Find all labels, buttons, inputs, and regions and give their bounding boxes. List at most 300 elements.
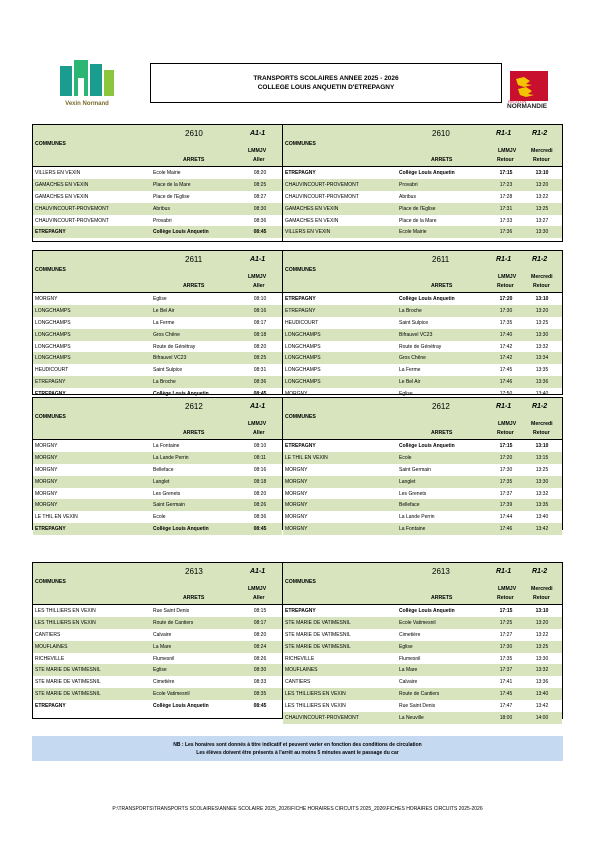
time-cell-lmmjv: 18:00 xyxy=(499,715,513,722)
arret-cell: La Fontaine xyxy=(399,526,426,533)
time-cell-mercredi: 13:20 xyxy=(535,619,549,626)
time-cell-mercredi: 13:25 xyxy=(535,643,549,650)
commune-cell: MORGNY xyxy=(285,391,308,398)
days-label: LMMJV xyxy=(498,586,517,592)
days-label: LMMJV xyxy=(248,274,267,280)
time-cell-lmmjv: 17:27 xyxy=(499,631,513,638)
mercredi-label: Mercredi xyxy=(531,586,553,592)
commune-cell: LES THILLIERS EN VEXIN xyxy=(35,608,96,614)
time-cell-lmmjv: 17:41 xyxy=(499,679,513,686)
time-cell: 08:10 xyxy=(253,296,267,302)
time-cell-lmmjv: 17:15 xyxy=(499,170,513,176)
circuit-block-2613 xyxy=(32,562,563,722)
time-cell-lmmjv: 17:45 xyxy=(499,367,513,374)
arret-cell: Abribus xyxy=(399,193,416,200)
time-cell: 08:26 xyxy=(253,655,267,662)
commune-cell: LONGCHAMPS xyxy=(285,331,321,338)
commune-cell: LE THIL EN VEXIN xyxy=(285,454,328,461)
time-cell-lmmjv: 17:40 xyxy=(499,331,513,338)
commune-cell: MORGNY xyxy=(35,502,58,509)
table-row xyxy=(33,329,282,341)
time-cell: 08:45 xyxy=(253,391,267,398)
aller-label: Aller xyxy=(253,283,265,289)
time-cell-lmmjv: 17:15 xyxy=(499,608,513,614)
table-row xyxy=(283,664,562,676)
time-cell: 08:25 xyxy=(253,355,267,362)
table-row xyxy=(283,688,562,700)
arret-cell: Flumesnil xyxy=(399,655,421,662)
commune-cell: MOUFLAINES xyxy=(285,667,318,674)
days-label: LMMJV xyxy=(498,421,517,427)
table-row xyxy=(33,523,282,535)
aller-label: Aller xyxy=(253,430,265,436)
note-line-2: Les élèves doivent être présents à l'arrêt au moins 5 minutes avant le passage du car xyxy=(196,749,399,756)
retour-code-1: R1-1 xyxy=(496,130,512,137)
time-cell-mercredi: 13:20 xyxy=(535,181,549,188)
table-row xyxy=(33,688,282,700)
time-cell-lmmjv: 17:35 xyxy=(499,478,513,485)
arret-cell: Place de l'Eglise xyxy=(153,193,190,200)
time-cell-lmmjv: 17:30 xyxy=(499,466,513,473)
table-row xyxy=(33,653,282,665)
arrets-header: ARRETS xyxy=(431,157,453,163)
commune-cell: STE MARIE DE VATIMESNIL xyxy=(285,643,351,650)
arret-cell: Route de Génétray xyxy=(153,343,196,350)
table-row xyxy=(33,364,282,376)
time-cell-lmmjv: 17:39 xyxy=(499,502,513,509)
time-cell-lmmjv: 17:37 xyxy=(499,490,513,497)
time-cell-lmmjv: 17:25 xyxy=(499,619,513,626)
time-cell-mercredi: 13:22 xyxy=(535,631,549,638)
time-cell-lmmjv: 17:50 xyxy=(499,391,513,398)
commune-cell: CHAUVINCOURT-PROVEMONT xyxy=(35,217,109,224)
time-cell: 08:45 xyxy=(253,229,267,236)
table-row xyxy=(33,488,282,500)
retour-code-1: R1-1 xyxy=(496,568,512,575)
arret-cell: La Mare xyxy=(399,667,418,674)
days-label: LMMJV xyxy=(498,148,517,154)
commune-cell: GAMACHES EN VEXIN xyxy=(285,217,339,224)
time-cell: 08:11 xyxy=(253,454,267,461)
time-cell: 08:33 xyxy=(253,679,267,686)
table-row xyxy=(33,376,282,388)
time-cell-mercredi: 13:30 xyxy=(535,229,549,236)
communes-header: COMMUNES xyxy=(35,141,66,147)
time-cell: 08:20 xyxy=(253,631,267,638)
time-cell-lmmjv: 17:33 xyxy=(499,217,513,224)
arret-cell: Route de Cantiers xyxy=(153,619,194,626)
commune-cell: RICHEVILLE xyxy=(35,655,65,662)
commune-cell: VILLERS EN VEXIN xyxy=(35,170,81,176)
aller-label: Aller xyxy=(253,157,265,163)
table-row xyxy=(33,452,282,464)
arret-cell: Eglise xyxy=(399,643,413,650)
time-cell-mercredi: 13:27 xyxy=(535,217,549,224)
table-row xyxy=(33,499,282,511)
arret-cell: Belleface xyxy=(153,466,174,473)
commune-cell: CANTIERS xyxy=(35,631,61,638)
arrets-header: ARRETS xyxy=(183,157,205,163)
retour-code-2: R1-2 xyxy=(532,568,548,575)
arret-cell: Ecole Vatimesnil xyxy=(153,691,190,698)
retour-label-2: Retour xyxy=(533,157,550,163)
commune-cell: LE THIL EN VEXIN xyxy=(35,514,78,521)
commune-cell: CHAUVINCOURT-PROVEMONT xyxy=(285,715,359,722)
time-cell-mercredi: 13:32 xyxy=(535,667,549,674)
time-cell: 08:20 xyxy=(253,170,267,176)
time-cell-lmmjv: 17:45 xyxy=(499,691,513,698)
time-cell: 08:16 xyxy=(253,466,267,473)
note-line-1: NB : Les horaires sont donnés à titre indicatif et peuvent varier en fonction des conditions de circulation xyxy=(173,741,422,748)
table-row xyxy=(283,617,562,629)
time-cell-mercredi: 13:10 xyxy=(535,608,549,614)
commune-cell: LES THILLIERS EN VEXIN xyxy=(285,691,346,698)
table-row xyxy=(283,191,562,203)
arret-cell: La Neuville xyxy=(399,715,424,722)
table-row xyxy=(283,464,562,476)
time-cell-mercredi: 13:30 xyxy=(535,478,549,485)
circuit-number: 2612 xyxy=(432,402,450,411)
commune-cell: STE MARIE DE VATIMESNIL xyxy=(285,631,351,638)
table-row xyxy=(33,641,282,653)
commune-cell: LES THILLIERS EN VEXIN xyxy=(285,703,346,710)
circuit-number: 2613 xyxy=(432,567,450,576)
commune-cell: MORGNY xyxy=(35,466,58,473)
table-row xyxy=(283,203,562,215)
table-row xyxy=(33,617,282,629)
arret-cell: La Ferme xyxy=(153,319,175,326)
time-cell-mercredi: 13:30 xyxy=(535,655,549,662)
arret-cell: Calvaire xyxy=(153,631,172,638)
outbound-header xyxy=(33,563,282,605)
circuit-number: 2612 xyxy=(185,402,203,411)
arret-cell: Le Bel Air xyxy=(153,307,175,314)
commune-cell: MORGNY xyxy=(35,296,58,302)
arret-cell: Bifrauvel VC23 xyxy=(153,355,187,362)
time-cell: 08:36 xyxy=(253,217,267,224)
retour-label-1: Retour xyxy=(497,157,514,163)
commune-cell: MORGNY xyxy=(285,490,308,497)
time-cell-mercredi: 13:40 xyxy=(535,691,549,698)
table-row xyxy=(33,511,282,523)
retour-label-2: Retour xyxy=(533,595,550,601)
mercredi-label: Mercredi xyxy=(531,421,553,427)
return-header xyxy=(283,125,562,167)
arret-cell: Cimetière xyxy=(399,631,421,638)
table-row xyxy=(283,700,562,712)
time-cell-mercredi: 13:36 xyxy=(535,679,549,686)
time-cell: 08:20 xyxy=(253,343,267,350)
return-header xyxy=(283,251,562,293)
days-label: LMMJV xyxy=(498,274,517,280)
circuit-number: 2611 xyxy=(432,255,450,264)
arret-cell: Provabri xyxy=(399,181,418,188)
arret-cell: Ecole Vatimesnil xyxy=(399,619,436,626)
commune-cell: LONGCHAMPS xyxy=(35,331,71,338)
arret-cell: Ecole xyxy=(399,454,412,461)
arret-cell: Collège Louis Anquetin xyxy=(153,391,209,398)
arret-cell: Collège Louis Anquetin xyxy=(153,526,209,533)
mercredi-label: Mercredi xyxy=(531,148,553,154)
arret-cell: Eglise xyxy=(399,391,413,398)
outbound-header xyxy=(33,398,282,440)
circuit-block-2612 xyxy=(32,397,563,533)
table-row xyxy=(283,476,562,488)
retour-label-2: Retour xyxy=(533,430,550,436)
communes-header: COMMUNES xyxy=(35,414,66,420)
commune-cell: MORGNY xyxy=(285,466,308,473)
time-cell-mercredi: 13:20 xyxy=(535,307,549,314)
time-cell-mercredi: 13:32 xyxy=(535,343,549,350)
arret-cell: Saint Germain xyxy=(399,466,431,473)
arret-cell: Gros Chêne xyxy=(153,331,180,338)
arrets-header: ARRETS xyxy=(431,430,453,436)
arret-cell: Les Grenets xyxy=(153,490,181,497)
commune-cell: ETREPAGNY xyxy=(35,703,66,710)
time-cell: 08:17 xyxy=(253,619,267,626)
table-row xyxy=(283,488,562,500)
retour-label-2: Retour xyxy=(533,283,550,289)
outbound-table xyxy=(33,125,282,241)
time-cell: 08:26 xyxy=(253,502,267,509)
region-label: RÉGION xyxy=(508,99,527,104)
table-row xyxy=(33,476,282,488)
commune-cell: GAMACHES EN VEXIN xyxy=(35,193,89,200)
table-row xyxy=(283,215,562,227)
arret-cell: Route de Cantiers xyxy=(399,691,440,698)
arret-cell: Calvaire xyxy=(399,679,418,686)
table-row xyxy=(283,629,562,641)
return-table xyxy=(282,398,562,533)
arret-cell: Cimetière xyxy=(153,679,175,686)
circuit-block-2611 xyxy=(32,250,563,398)
commune-cell: STE MARIE DE VATIMESNIL xyxy=(35,679,101,686)
arret-cell: Flumesnil xyxy=(153,655,175,662)
circuit-number: 2610 xyxy=(185,129,203,138)
arret-cell: La Mare xyxy=(153,643,172,650)
time-cell: 08:17 xyxy=(253,319,267,326)
return-header xyxy=(283,563,562,605)
outbound-table xyxy=(33,398,282,533)
commune-cell: ETREPAGNY xyxy=(285,608,316,614)
table-row xyxy=(33,464,282,476)
aller-code: A1-1 xyxy=(250,256,266,263)
communes-header: COMMUNES xyxy=(285,141,316,147)
arret-cell: Provabri xyxy=(153,217,172,224)
title-line-2: COLLEGE LOUIS ANQUETIN D'ETREPAGNY xyxy=(257,84,395,91)
arret-cell: Place de l'Eglise xyxy=(399,205,436,212)
arret-cell: Abribus xyxy=(153,205,170,212)
arret-cell: La Broche xyxy=(153,379,176,386)
commune-cell: HEUDICOURT xyxy=(35,367,69,374)
commune-cell: LONGCHAMPS xyxy=(285,379,321,386)
time-cell: 08:27 xyxy=(253,193,267,200)
commune-cell: STE MARIE DE VATIMESNIL xyxy=(285,619,351,626)
table-row xyxy=(283,167,562,179)
time-cell-mercredi: 13:10 xyxy=(535,170,549,176)
time-cell: 08:15 xyxy=(253,608,267,614)
time-cell-mercredi: 13:35 xyxy=(535,367,549,374)
table-row xyxy=(283,376,562,388)
table-row xyxy=(283,440,562,452)
title-line-1: TRANSPORTS SCOLAIRES ANNEE 2025 - 2026 xyxy=(253,75,399,82)
time-cell: 08:31 xyxy=(253,367,267,374)
time-cell-mercredi: 13:10 xyxy=(535,296,549,302)
time-cell-mercredi: 13:25 xyxy=(535,205,549,212)
time-cell-lmmjv: 17:15 xyxy=(499,443,513,449)
circuit-number: 2611 xyxy=(185,255,203,264)
arret-cell: Belleface xyxy=(399,502,420,509)
return-table xyxy=(282,251,562,398)
table-row xyxy=(33,191,282,203)
commune-cell: ETREPAGNY xyxy=(35,391,66,398)
arret-cell: Saint Germain xyxy=(153,502,185,509)
arret-cell: Saint Sulpice xyxy=(153,367,183,374)
time-cell-lmmjv: 17:46 xyxy=(499,379,513,386)
table-row xyxy=(283,317,562,329)
time-cell-lmmjv: 17:35 xyxy=(499,655,513,662)
time-cell: 08:20 xyxy=(253,490,267,497)
commune-cell: VILLERS EN VEXIN xyxy=(285,229,331,236)
commune-cell: ETREPAGNY xyxy=(35,526,66,533)
arret-cell: Route de Génétray xyxy=(399,343,442,350)
region-name: NORMANDIE xyxy=(507,103,548,110)
communes-header: COMMUNES xyxy=(285,414,316,420)
commune-cell: LONGCHAMPS xyxy=(35,343,71,350)
time-cell-lmmjv: 17:37 xyxy=(499,667,513,674)
time-cell-mercredi: 13:32 xyxy=(535,490,549,497)
time-cell-mercredi: 13:35 xyxy=(535,502,549,509)
table-row xyxy=(33,215,282,227)
commune-cell: ETREPAGNY xyxy=(35,379,66,386)
table-row xyxy=(283,523,562,535)
outbound-table xyxy=(33,563,282,718)
time-cell-lmmjv: 17:20 xyxy=(499,454,513,461)
time-cell-mercredi: 14:00 xyxy=(535,715,549,722)
information-note xyxy=(32,736,563,761)
time-cell: 08:35 xyxy=(253,691,267,698)
retour-code-2: R1-2 xyxy=(532,130,548,137)
table-row xyxy=(283,329,562,341)
arret-cell: Rue Saint Denis xyxy=(153,608,190,614)
commune-cell: LONGCHAMPS xyxy=(35,355,71,362)
commune-cell: MORGNY xyxy=(35,443,58,449)
time-cell: 08:10 xyxy=(253,443,267,449)
commune-cell: MORGNY xyxy=(35,454,58,461)
table-row xyxy=(33,226,282,238)
commune-cell: ETREPAGNY xyxy=(285,307,316,314)
time-cell: 08:45 xyxy=(253,703,267,710)
table-row xyxy=(33,167,282,179)
time-cell-mercredi: 13:10 xyxy=(535,443,549,449)
time-cell: 08:30 xyxy=(253,205,267,212)
table-row xyxy=(33,700,282,712)
arret-cell: Eglise xyxy=(153,667,167,674)
commune-cell: LES THILLIERS EN VEXIN xyxy=(35,619,96,626)
commune-cell: MORGNY xyxy=(285,502,308,509)
arret-cell: La Ferme xyxy=(399,367,421,374)
time-cell-mercredi: 13:25 xyxy=(535,319,549,326)
time-cell: 08:45 xyxy=(253,526,267,533)
commune-cell: LONGCHAMPS xyxy=(35,307,71,314)
arret-cell: Place de la Mare xyxy=(153,181,191,188)
commune-cell: LONGCHAMPS xyxy=(285,367,321,374)
table-row xyxy=(283,712,562,724)
arret-cell: Les Grenets xyxy=(399,490,427,497)
arret-cell: Collège Louis Anquetin xyxy=(153,703,209,710)
time-cell-lmmjv: 17:47 xyxy=(499,703,513,710)
arrets-header: ARRETS xyxy=(431,595,453,601)
table-row xyxy=(33,317,282,329)
retour-label-1: Retour xyxy=(497,283,514,289)
table-row xyxy=(283,653,562,665)
days-label: LMMJV xyxy=(248,421,267,427)
arret-cell: Bifrauvel VC23 xyxy=(399,331,433,338)
commune-cell: CHAUVINCOURT-PROVEMONT xyxy=(285,193,359,200)
commune-cell: STE MARIE DE VATIMESNIL xyxy=(35,667,101,674)
arret-cell: Langlet xyxy=(399,478,416,485)
commune-cell: STE MARIE DE VATIMESNIL xyxy=(35,691,101,698)
time-cell: 08:36 xyxy=(253,514,267,521)
arret-cell: Ecole xyxy=(153,514,166,521)
commune-cell: MORGNY xyxy=(35,478,58,485)
commune-cell: MORGNY xyxy=(35,490,58,497)
retour-code-2: R1-2 xyxy=(532,403,548,410)
arret-cell: Collège Louis Anquetin xyxy=(153,229,209,236)
commune-cell: MORGNY xyxy=(285,526,308,533)
time-cell-lmmjv: 17:42 xyxy=(499,355,513,362)
arret-cell: La Broche xyxy=(399,307,422,314)
commune-cell: MOUFLAINES xyxy=(35,643,68,650)
table-row xyxy=(33,629,282,641)
table-row xyxy=(283,179,562,191)
table-row xyxy=(33,352,282,364)
arret-cell: Collège Louis Anquetin xyxy=(399,608,455,614)
arret-cell: Ecole Mairie xyxy=(153,170,181,176)
commune-cell: LONGCHAMPS xyxy=(35,319,71,326)
outbound-header xyxy=(33,125,282,167)
aller-code: A1-1 xyxy=(250,403,266,410)
commune-cell: MORGNY xyxy=(285,514,308,521)
time-cell-mercredi: 13:40 xyxy=(535,391,549,398)
retour-code-2: R1-2 xyxy=(532,256,548,263)
time-cell-lmmjv: 17:23 xyxy=(499,181,513,188)
time-cell-mercredi: 13:15 xyxy=(535,454,549,461)
time-cell-lmmjv: 17:30 xyxy=(499,643,513,650)
time-cell-lmmjv: 17:46 xyxy=(499,526,513,533)
time-cell-mercredi: 13:42 xyxy=(535,526,549,533)
table-row xyxy=(33,605,282,617)
arret-cell: Place de la Mare xyxy=(399,217,437,224)
table-row xyxy=(283,352,562,364)
arrets-header: ARRETS xyxy=(183,283,205,289)
communes-header: COMMUNES xyxy=(35,267,66,273)
table-row xyxy=(33,179,282,191)
table-row xyxy=(283,226,562,238)
commune-cell: ETREPAGNY xyxy=(285,443,316,449)
arret-cell: Gros Chêne xyxy=(399,355,426,362)
time-cell: 08:18 xyxy=(253,478,267,485)
communes-header: COMMUNES xyxy=(285,267,316,273)
time-cell-mercredi: 13:42 xyxy=(535,703,549,710)
commune-cell: LONGCHAMPS xyxy=(285,355,321,362)
arret-cell: La Lande Perrin xyxy=(153,454,189,461)
arret-cell: Ecole Mairie xyxy=(399,229,427,236)
table-row xyxy=(283,641,562,653)
time-cell: 08:24 xyxy=(253,643,267,650)
commune-cell: RICHEVILLE xyxy=(285,655,315,662)
commune-cell: ETREPAGNY xyxy=(35,229,66,236)
